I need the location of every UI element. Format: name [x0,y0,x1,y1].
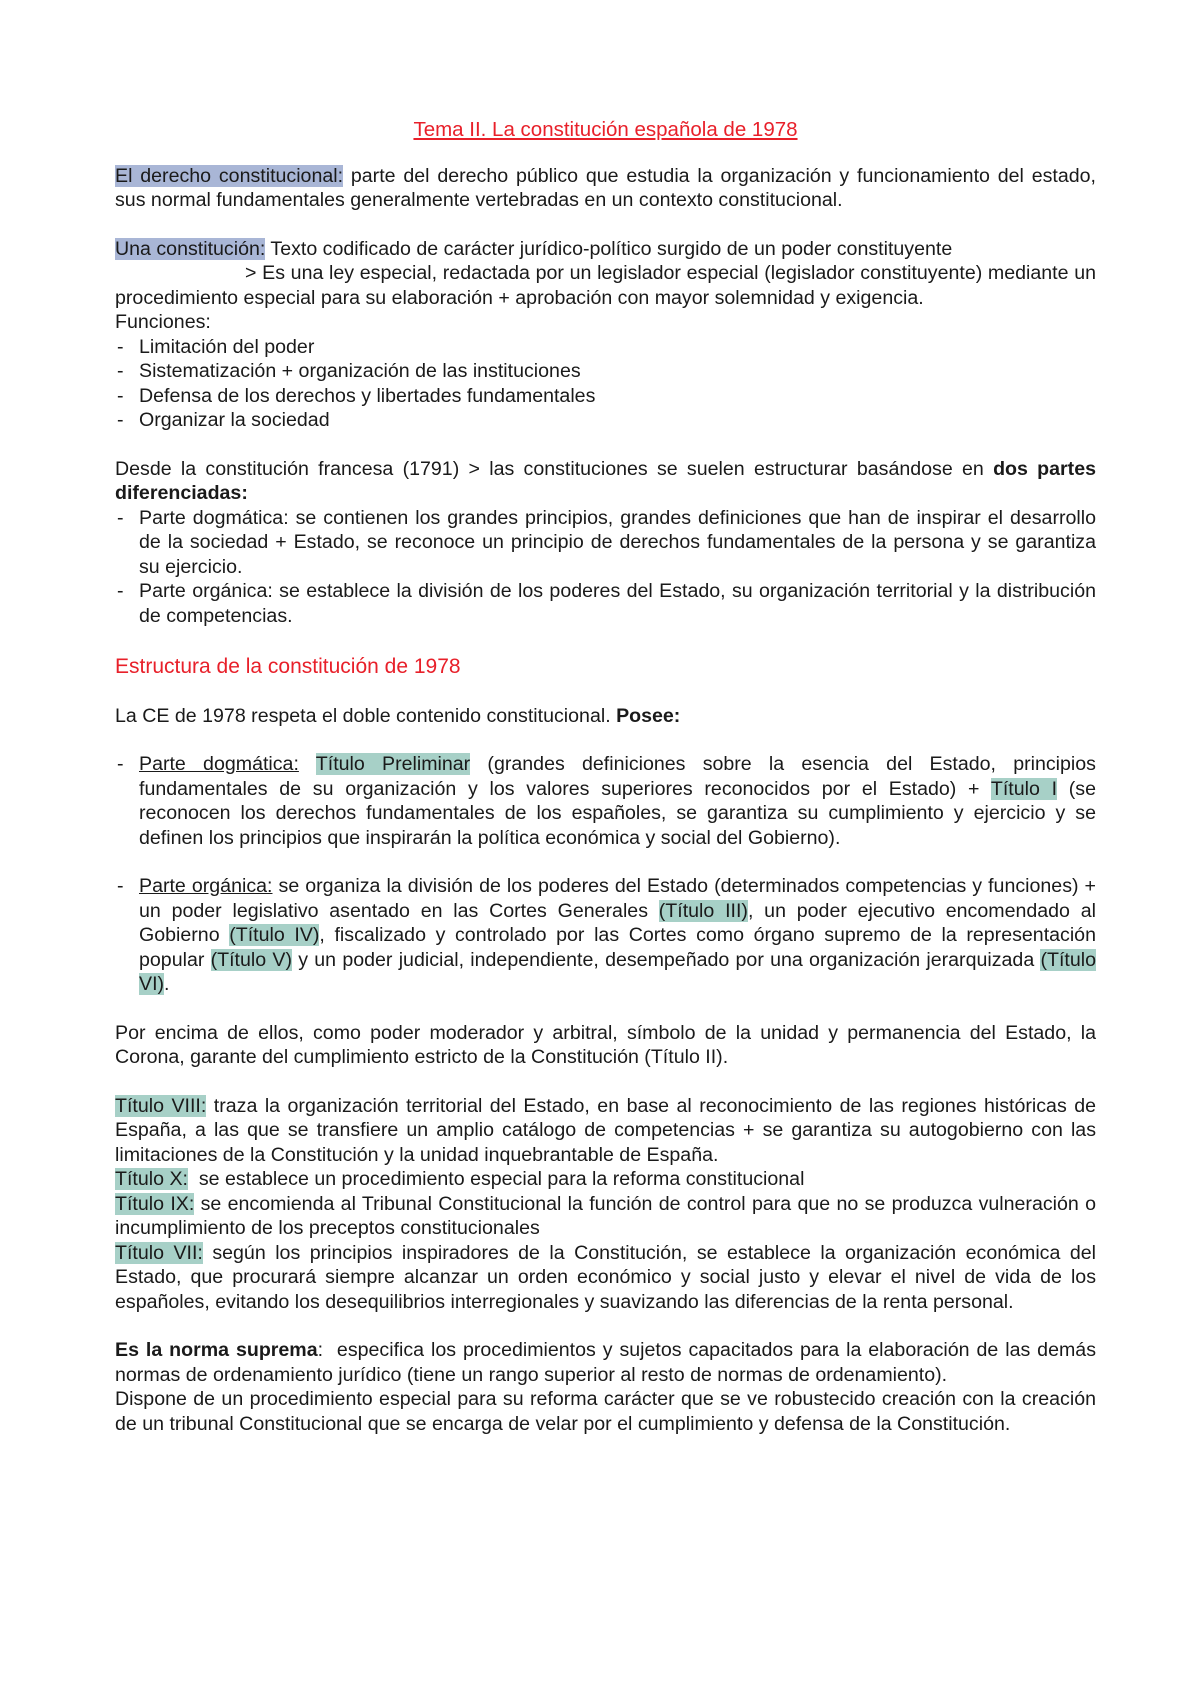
parte-organica-label: Parte orgánica: [139,875,273,897]
titulo-viii-highlight: Título VIII: [115,1094,207,1117]
estructura-intro-bold: Posee: [616,704,681,727]
paragraph-titulo-vii [115,1241,1096,1315]
norma-suprema-bold: Es la norma suprema [115,1339,318,1361]
paragraph-norma-reforma: Dispone de un procedimiento especial para su reforma carácter que se ve robustecido creación con la creación de un tribunal Constitucional que se encarga de velar por el cumplimiento y defensa de la Constitución. [115,1388,1096,1435]
titulo-ix-highlight: Título IX: [115,1192,195,1215]
titulo-vii-text: según los principios inspiradores de la Constitución, se establece la organización económica del Estado, que procurará siempre alcanzar un orden económico y social justo y elevar el nivel de vida de los españoles, evitando los desequilibrios interregionales y suavizando las diferencias de la renta personal. [115,1241,1096,1313]
paragraph-corona: Por encima de ellos, como poder moderador y arbitral, símbolo de la unidad y permanencia del Estado, la Corona, garante del cumplimiento estricto de la Constitución (Título II). [115,1021,1096,1068]
paragraph-estructura-intro [115,704,1096,729]
funciones-label: Funciones: [115,311,211,333]
list-item: - Defensa de los derechos y libertades fundamentales [115,384,1096,409]
parte-organica-list [115,874,1096,997]
titulo-ix-text: se encomienda al Tribunal Constitucional la función de control para que no se produzca vulneración o incumplimiento de los preceptos constitucionales [115,1192,1096,1239]
constitucion-line2: > Es una ley especial, redactada por un legislador especial (legislador constituyente) mediante un procedimiento especial para su elaboración + aprobación con mayor solemnidad y exigencia. [115,262,1096,309]
paragraph-partes-intro [115,457,1096,506]
list-item-parte-dogmatica [115,752,1096,850]
paragraph-titulo-x [115,1167,1096,1192]
titulo-iv-highlight: (Título IV) [229,924,320,946]
titulo-iii-highlight: (Título III) [658,899,748,922]
titulo-i-highlight: Título I [990,777,1058,800]
organica-text3: , fiscalizado y controlado por las Cortes como órgano supremo de la representación popular [139,924,1096,971]
parte-dogmatica-label: Parte dogmática: [139,753,299,775]
list-item: - Parte orgánica: se establece la división de los poderes del Estado, su organización territorial y la distribución de competencias. [115,579,1096,628]
constitucion-text: Texto codificado de carácter jurídico-político surgido de un poder constituyente [265,237,953,260]
list-item: - Organizar la sociedad [115,408,1096,433]
list-item: - Parte dogmática: se contienen los grandes principios, grandes definiciones que han de inspirar el desarrollo de la sociedad + Estado, se reconoce un principio de derechos fundamentales de la persona y se garantiza su ejercicio. [115,506,1096,580]
partes-intro-text: Desde la constitución francesa (1791) > las constituciones se suelen estructurar basándose en [115,457,994,480]
organica-text1: se organiza la división de los poderes del Estado (determinados competencias y funciones) + un poder legislativo asentado en las Cortes Generales [139,875,1096,922]
dogmatica-text2: (se reconocen los derechos fundamentales de los españoles, se garantiza su cumplimiento y ejercicio y se definen los principios que inspirarán la política económica y social del Gobierno). [139,777,1096,849]
parte-dogmatica-list [115,752,1096,850]
organica-text2: , un poder ejecutivo encomendado al Gobierno [139,899,1096,946]
term-derecho-constitucional: El derecho constitucional: [115,164,344,187]
estructura-intro-text: La CE de 1978 respeta el doble contenido constitucional. [115,704,617,727]
paragraph-titulo-viii [115,1094,1096,1168]
paragraph-titulo-ix [115,1192,1096,1241]
titulo-v-highlight: (Título V) [210,948,292,971]
titulo-viii-text: traza la organización territorial del Estado, en base al reconocimiento de las regiones históricas de España, a las que se transfiere un amplio catálogo de competencias + se garantiza su autogobierno con las limitaciones de la Constitución y la unidad inquebrantable de España. [115,1094,1096,1166]
list-item: - Limitación del poder [115,335,1096,360]
organica-text5: . [164,973,170,995]
section-heading-estructura: Estructura de la constitución de 1978 [115,655,461,678]
organica-text4: y un poder judicial, independiente, desempeñado por una organización jerarquizada [292,948,1041,971]
norma-suprema-text: : especifica los procedimientos y sujetos capacitados para la elaboración de las demás normas de ordenamiento jurídico (tiene un rango superior al resto de normas de ordenamiento). [115,1339,1102,1386]
titulo-x-text: se establece un procedimiento especial para la reforma constitucional [187,1168,805,1190]
paragraph-constitucion [115,237,1096,262]
list-item: - Sistematización + organización de las instituciones [115,359,1096,384]
document-title: Tema II. La constitución española de 1978 [413,118,798,141]
term-una-constitucion: Una constitución: [115,237,266,260]
partes-intro-bold: dos partes diferenciadas: [115,457,1096,504]
dogmatica-text1: (grandes definiciones sobre la esencia del Estado, principios fundamentales de su organización y los valores superiores reconocidos por el Estado) + [139,753,1096,800]
derecho-text: parte del derecho público que estudia la organización y funcionamiento del estado, sus normal fundamentales generalmente vertebradas en un contexto constitucional. [115,164,1096,211]
titulo-vi-highlight: (Título VI) [139,948,1096,995]
titulo-vii-highlight: Título VII: [115,1241,203,1264]
partes-list [115,506,1096,629]
paragraph-constitucion-line2 [115,261,1096,310]
titulo-preliminar-highlight: Título Preliminar [315,753,471,775]
funciones-list [115,335,1096,433]
paragraph-derecho-constitucional [115,164,1096,213]
paragraph-norma-suprema [115,1338,1102,1387]
list-item-parte-organica [115,874,1096,997]
titulo-x-highlight: Título X: [115,1168,188,1190]
